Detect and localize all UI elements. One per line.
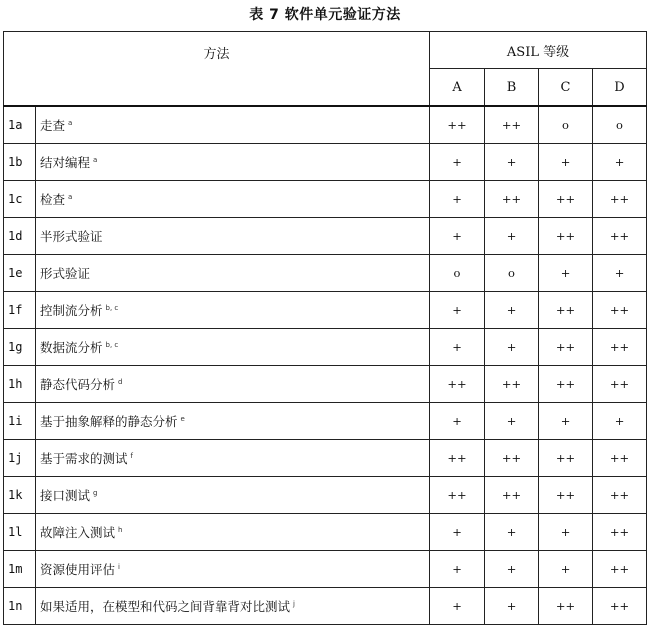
table-row [4, 477, 647, 514]
table-row [4, 514, 647, 551]
recommendation-d: ++ [593, 514, 647, 551]
recommendation-d: ++ [593, 329, 647, 366]
recommendation-a: + [430, 181, 485, 218]
footnote-marker: f [130, 451, 133, 460]
recommendation-c: + [539, 403, 593, 440]
method-name: 控制流分析 [40, 303, 103, 318]
method-id: 1a [4, 106, 36, 144]
recommendation-a: + [430, 292, 485, 329]
table-row [4, 106, 647, 144]
table-row [4, 292, 647, 329]
recommendation-b: ++ [485, 366, 539, 403]
method-id: 1h [4, 366, 36, 403]
method-id: 1b [4, 144, 36, 181]
method-name: 如果适用，在模型和代码之间背靠背对比测试 [40, 599, 291, 614]
method-id: 1i [4, 403, 36, 440]
level-c-header: C [539, 69, 593, 107]
verification-methods-table [3, 31, 647, 625]
recommendation-a: + [430, 551, 485, 588]
method-name-cell [36, 292, 430, 329]
method-name-cell [36, 329, 430, 366]
recommendation-d: ++ [593, 440, 647, 477]
method-name-cell [36, 514, 430, 551]
method-name: 半形式验证 [40, 229, 103, 244]
method-name-cell [36, 218, 430, 255]
method-name-cell [36, 551, 430, 588]
method-id: 1e [4, 255, 36, 292]
method-name-cell [36, 403, 430, 440]
method-name-cell [36, 366, 430, 403]
footnote-marker: h [118, 525, 123, 534]
method-name: 走查 [40, 118, 66, 133]
method-id: 1d [4, 218, 36, 255]
method-name: 接口测试 [40, 488, 91, 503]
recommendation-b: + [485, 144, 539, 181]
method-name: 基于需求的测试 [40, 451, 128, 466]
method-name-cell [36, 588, 430, 625]
table-row [4, 551, 647, 588]
recommendation-c: ++ [539, 218, 593, 255]
recommendation-b: o [485, 255, 539, 292]
recommendation-a: ++ [430, 106, 485, 144]
recommendation-b: + [485, 292, 539, 329]
recommendation-c: + [539, 144, 593, 181]
method-id: 1c [4, 181, 36, 218]
recommendation-a: + [430, 218, 485, 255]
recommendation-b: ++ [485, 440, 539, 477]
recommendation-a: + [430, 403, 485, 440]
recommendation-d: ++ [593, 181, 647, 218]
recommendation-d: o [593, 106, 647, 144]
footnote-marker: j [293, 599, 295, 608]
header-row [4, 32, 647, 69]
recommendation-a: + [430, 329, 485, 366]
method-name-cell [36, 181, 430, 218]
method-id: 1k [4, 477, 36, 514]
recommendation-c: ++ [539, 440, 593, 477]
recommendation-b: ++ [485, 477, 539, 514]
recommendation-d: ++ [593, 551, 647, 588]
asil-header: ASIL 等级 [430, 32, 647, 69]
method-name-cell [36, 477, 430, 514]
method-id: 1f [4, 292, 36, 329]
recommendation-c: ++ [539, 588, 593, 625]
recommendation-b: + [485, 218, 539, 255]
recommendation-d: + [593, 255, 647, 292]
recommendation-c: ++ [539, 477, 593, 514]
table-row [4, 403, 647, 440]
level-d-header: D [593, 69, 647, 107]
recommendation-c: + [539, 514, 593, 551]
recommendation-c: + [539, 551, 593, 588]
recommendation-d: ++ [593, 477, 647, 514]
recommendation-c: ++ [539, 292, 593, 329]
method-name: 检查 [40, 192, 66, 207]
table-row [4, 144, 647, 181]
recommendation-a: o [430, 255, 485, 292]
footnote-marker: a [68, 192, 73, 201]
table-row [4, 588, 647, 625]
footnote-marker: e [180, 414, 185, 423]
recommendation-b: + [485, 329, 539, 366]
method-name: 形式验证 [40, 266, 91, 281]
footnote-marker: g [93, 488, 98, 497]
recommendation-b: + [485, 403, 539, 440]
recommendation-a: + [430, 514, 485, 551]
method-id: 1j [4, 440, 36, 477]
recommendation-a: + [430, 144, 485, 181]
table-row [4, 255, 647, 292]
method-id: 1g [4, 329, 36, 366]
method-name: 静态代码分析 [40, 377, 116, 392]
recommendation-d: ++ [593, 292, 647, 329]
table-row [4, 329, 647, 366]
footnote-marker: b, c [105, 340, 119, 349]
table-row [4, 181, 647, 218]
method-name: 数据流分析 [40, 340, 103, 355]
table-title: 表 7 软件单元验证方法 [249, 7, 401, 23]
method-name: 故障注入测试 [40, 525, 116, 540]
recommendation-a: ++ [430, 440, 485, 477]
method-name: 结对编程 [40, 155, 91, 170]
method-name: 资源使用评估 [40, 562, 116, 577]
method-name-cell [36, 440, 430, 477]
recommendation-d: + [593, 144, 647, 181]
recommendation-d: ++ [593, 366, 647, 403]
recommendation-a: ++ [430, 366, 485, 403]
level-a-header: A [430, 69, 485, 107]
recommendation-c: ++ [539, 329, 593, 366]
method-name-cell [36, 255, 430, 292]
recommendation-c: ++ [539, 181, 593, 218]
recommendation-b: + [485, 514, 539, 551]
method-id: 1l [4, 514, 36, 551]
footnote-marker: b, c [105, 303, 119, 312]
table-row [4, 218, 647, 255]
recommendation-a: ++ [430, 477, 485, 514]
level-b-header: B [485, 69, 539, 107]
recommendation-c: ++ [539, 366, 593, 403]
recommendation-b: + [485, 551, 539, 588]
recommendation-b: + [485, 588, 539, 625]
recommendation-d: ++ [593, 588, 647, 625]
footnote-marker: i [118, 562, 120, 571]
recommendation-a: + [430, 588, 485, 625]
table-row [4, 440, 647, 477]
recommendation-d: ++ [593, 218, 647, 255]
method-name-cell [36, 144, 430, 181]
method-id: 1m [4, 551, 36, 588]
method-name: 基于抽象解释的静态分析 [40, 414, 178, 429]
recommendation-b: ++ [485, 181, 539, 218]
footnote-marker: a [68, 118, 73, 127]
method-name-cell [36, 106, 430, 144]
recommendation-b: ++ [485, 106, 539, 144]
recommendation-c: o [539, 106, 593, 144]
footnote-marker: d [118, 377, 123, 386]
footnote-marker: a [93, 155, 98, 164]
recommendation-d: + [593, 403, 647, 440]
table-row [4, 366, 647, 403]
method-header: 方法 [4, 32, 430, 107]
method-id: 1n [4, 588, 36, 625]
recommendation-c: + [539, 255, 593, 292]
